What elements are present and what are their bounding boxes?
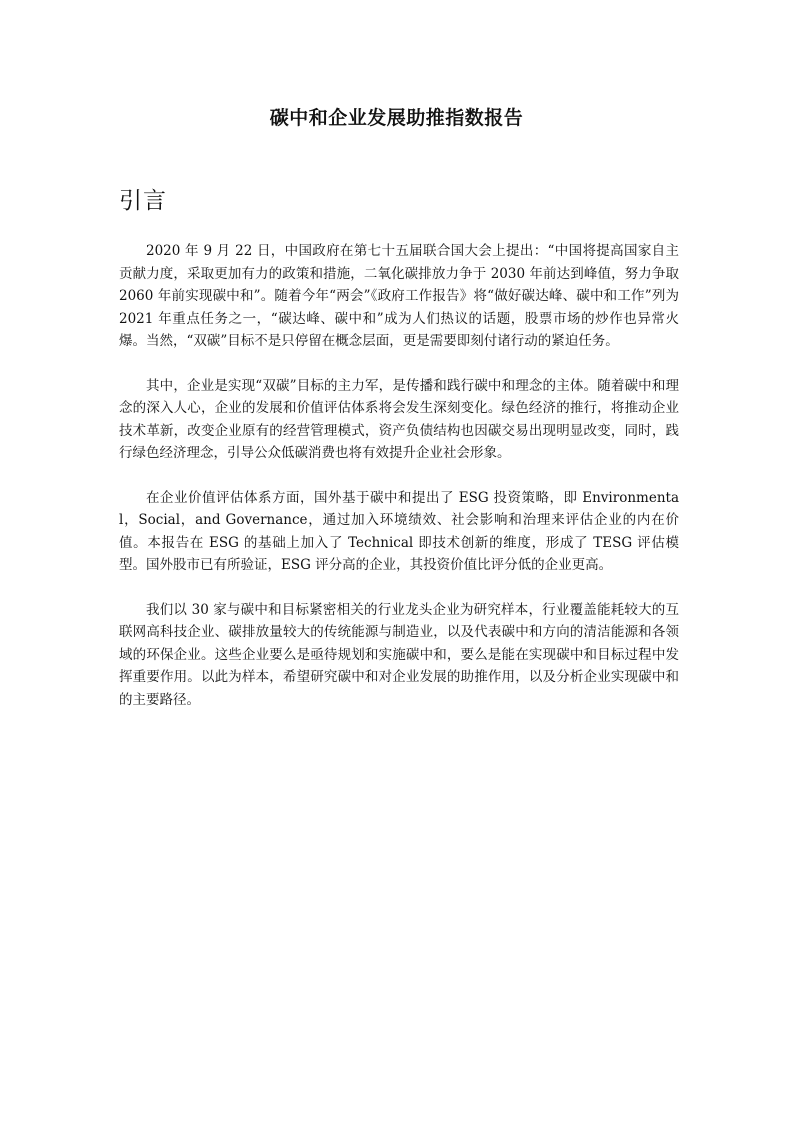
- body-text: [119, 240, 679, 733]
- paragraph-4: 我们以 30 家与碳中和目标紧密相关的行业龙头企业为研究样本，行业覆盖能耗较大的互联网高科技企业、碳排放量较大的传统能源与制造业，以及代表碳中和方向的清洁能源和各领域的环保企业。这些企业要么是亟待规划和实施碳中和，要么是能在实现碳中和目标过程中发挥重要作用。以此为样本，希望研究碳中和对企业发展的助推作用，以及分析企业实现碳中和的主要路径。: [119, 601, 679, 708]
- paragraph-3: 在企业价值评估体系方面，国外基于碳中和提出了 ESG 投资策略，即 Environmental，Social，and Governance，通过加入环境绩效、社会影响和治理来评估企业的内在价值。本报告在 ESG 的基础上加入了 Technical 即技术创新的维度，形成了 TESG 评估模型。国外股市已有所验证，ESG 评分高的企业，其投资价值比评分低的企业更高。: [119, 489, 679, 573]
- document-title: 碳中和企业发展助推指数报告: [269, 107, 524, 129]
- paragraph-1: 2020 年 9 月 22 日，中国政府在第七十五届联合国大会上提出：“中国将提高国家自主贡献力度，采取更加有力的政策和措施，二氧化碳排放力争于 2030 年前达到峰值，努力争取 2060 年前实现碳中和”。随着今年“两会”《政府工作报告》将“做好碳达峰、碳中和工作”列为 2021 年重点任务之一，“碳达峰、碳中和”成为人们热议的话题，股票市场的炒作也异常火爆。当然，“双碳”目标不是只停留在概念层面，更是需要即刻付诸行动的紧迫任务。: [119, 243, 679, 349]
- section-heading-introduction: 引言: [119, 188, 167, 214]
- paragraph-2: 其中，企业是实现“双碳”目标的主力军，是传播和践行碳中和理念的主体。随着碳中和理念的深入人心，企业的发展和价值评估体系将会发生深刻变化。绿色经济的推行，将推动企业技术革新，改变企业原有的经营管理模式，资产负债结构也因碳交易出现明显改变，同时，践行绿色经济理念，引导公众低碳消费也将有效提升企业社会形象。: [119, 377, 679, 461]
